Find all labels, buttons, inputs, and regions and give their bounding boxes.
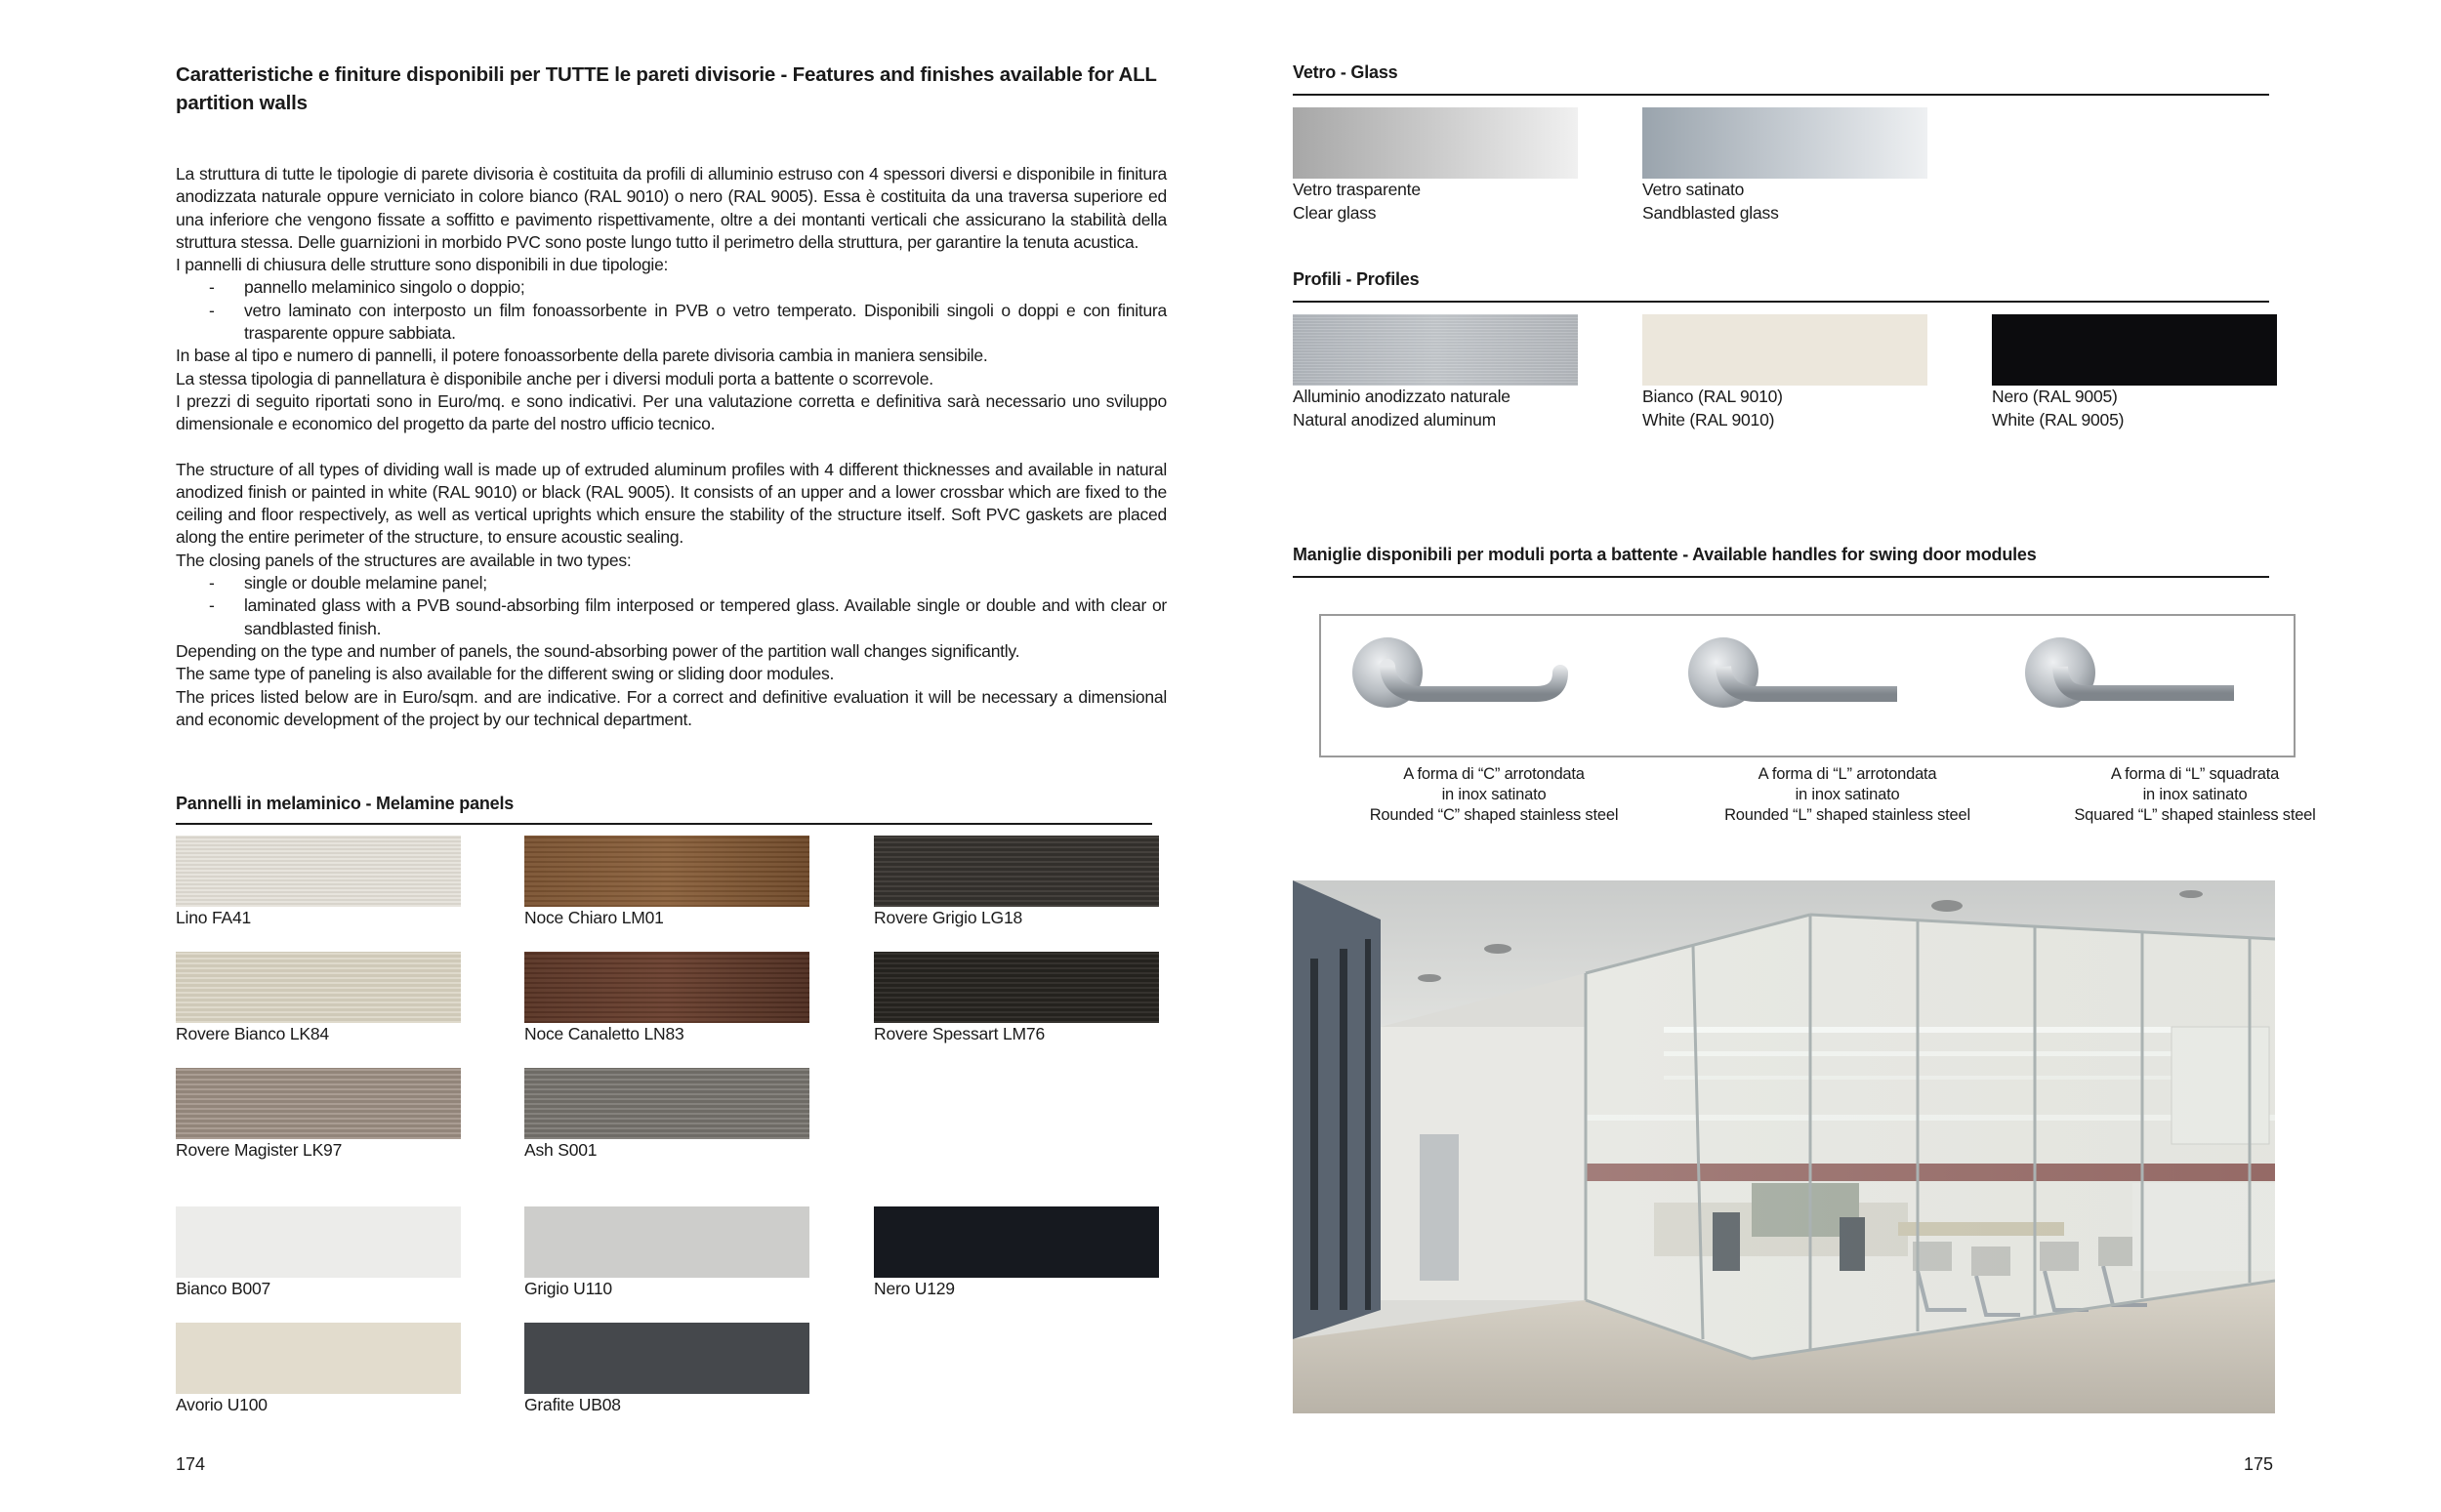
intro-en-para2: The closing panels of the structures are available in two types:	[176, 550, 632, 570]
bullet-dash: -	[209, 595, 215, 616]
swatch-label: Vetro trasparente Clear glass	[1293, 180, 1421, 223]
page-title: Caratteristiche e finiture disponibili per TUTTE le pareti divisorie - Features and finishes available for ALL partition walls	[176, 63, 1157, 114]
swatch-label: Grafite UB08	[524, 1395, 621, 1414]
swatch-label: Lino FA41	[176, 908, 252, 927]
swatch-sandblasted-glass	[1642, 107, 1927, 179]
intro-it-bullet: - pannello melaminico singolo o doppio;	[176, 276, 1167, 299]
swatch-avorio-u100	[176, 1323, 461, 1394]
swatch-label: Rovere Bianco LK84	[176, 1024, 329, 1043]
office-photo	[1293, 880, 2275, 1413]
handle-caption-1: A forma di “C” arrotondata in inox satinato Rounded “C” shaped stainless steel	[1369, 765, 1619, 824]
swatch-bianco-b007	[176, 1206, 461, 1278]
swatch-rovere-magister-lk97	[176, 1068, 461, 1139]
profiles-heading: Profili - Profiles	[1293, 269, 1420, 289]
swatch-label: Noce Chiaro LM01	[524, 908, 664, 927]
intro-en-para5: The prices listed below are in Euro/sqm. and are indicative. For a correct and definitive evaluation it will be necessary a dimensional and economic development of the project by our technical department.	[176, 686, 1167, 729]
page-number-left: 174	[176, 1454, 206, 1474]
swatch-grigio-u110	[524, 1206, 809, 1278]
melamine-rule	[176, 823, 1152, 825]
swatch-lino-fa41	[176, 836, 461, 907]
swatch-rovere-bianco-lk84	[176, 952, 461, 1023]
bullet-dash: -	[209, 300, 215, 320]
swatch-label: Bianco B007	[176, 1279, 271, 1298]
intro-it-para3: In base al tipo e numero di pannelli, il potere fonoassorbente della parete divisoria cambia in maniera sensibile.	[176, 346, 988, 366]
swatch-white-ral9010	[1642, 314, 1927, 386]
swatch-label: Avorio U100	[176, 1395, 268, 1414]
squared-l-handle-icon	[2025, 637, 2234, 708]
intro-en-para1: The structure of all types of dividing wall is made up of extruded aluminum profiles with 4 different thicknesses and available in natural anodized finish or painted in white (RAL 9010) or black (RAL 9005). It consists of an upper and a lower crossbar which are fixed to the ceiling and floor respectively, as well as vertical uprights which ensure the stability of the structure itself. Soft PVC gaskets are placed along the entire perimeter of the structure, to ensure acoustic sealing.	[176, 459, 1167, 548]
intro-it-bullet: - vetro laminato con interposto un film fonoassorbente in PVB o vetro temperato. Disponibili singoli o doppi e con finitura trasparente oppure sabbiata.	[209, 300, 1167, 344]
intro-it-para5: I prezzi di seguito riportati sono in Euro/mq. e sono indicativi. Per una valutazione corretta e definitiva sarà necessario uno sviluppo dimensionale e economico del progetto da parte del nostro ufficio tecnico.	[176, 390, 1167, 434]
handle-caption-3: A forma di “L” squadrata in inox satinato Squared “L” shaped stainless steel	[2074, 765, 2316, 824]
glass-rule	[1293, 94, 2269, 96]
swatch-black-ral9005	[1992, 314, 2277, 386]
swatch-anodized-aluminum	[1293, 314, 1578, 386]
swatch-label: Rovere Spessart LM76	[874, 1024, 1045, 1043]
handles-panel	[1319, 614, 2296, 757]
bullet-dash: -	[209, 573, 215, 593]
swatch-label: Rovere Magister LK97	[176, 1140, 343, 1160]
rounded-l-handle-icon	[1688, 637, 1897, 708]
swatch-label: Nero (RAL 9005) White (RAL 9005)	[1992, 387, 2125, 429]
handles-illustration	[1321, 616, 2294, 756]
swatch-rovere-grigio-lg18	[874, 836, 1159, 907]
swatch-label: Vetro satinato Sandblasted glass	[1642, 180, 1779, 223]
c-shaped-handle-icon	[1352, 637, 1560, 708]
profiles-rule	[1293, 301, 2269, 303]
handle-caption-2: A forma di “L” arrotondata in inox satinato Rounded “L” shaped stainless steel	[1724, 765, 1970, 824]
intro-text	[176, 163, 1167, 731]
intro-en-para3: Depending on the type and number of panels, the sound-absorbing power of the partition wall changes significantly.	[176, 640, 1020, 661]
swatch-nero-u129	[874, 1206, 1159, 1278]
intro-en-bullet: - single or double melamine panel;	[176, 572, 1167, 594]
handles-rule	[1293, 576, 2269, 578]
swatch-rovere-spessart-lm76	[874, 952, 1159, 1023]
page-number-right: 175	[2244, 1454, 2274, 1474]
swatch-label: Ash S001	[524, 1140, 598, 1160]
swatch-noce-canaletto-ln83	[524, 952, 809, 1023]
intro-en-para4: The same type of paneling is also available for the different swing or sliding door modules.	[176, 664, 835, 684]
swatch-label: Noce Canaletto LN83	[524, 1024, 684, 1043]
handles-heading: Maniglie disponibili per moduli porta a battente - Available handles for swing door modules	[1293, 545, 2037, 564]
swatch-label: Alluminio anodizzato naturale Natural anodized aluminum	[1293, 387, 1510, 429]
glass-heading: Vetro - Glass	[1293, 62, 1398, 82]
swatch-label: Nero U129	[874, 1279, 955, 1298]
swatch-label: Grigio U110	[524, 1279, 612, 1298]
swatch-noce-chiaro-lm01	[524, 836, 809, 907]
swatch-grafite-ub08	[524, 1323, 809, 1394]
swatch-label: Rovere Grigio LG18	[874, 908, 1023, 927]
swatch-ash-s001	[524, 1068, 809, 1139]
bullet-dash: -	[209, 277, 215, 298]
intro-it-para2: I pannelli di chiusura delle strutture sono disponibili in due tipologie:	[176, 255, 669, 275]
intro-it-para1: La struttura di tutte le tipologie di parete divisoria è costituita da profili di alluminio estruso con 4 spessori diversi e disponibile in finitura anodizzata naturale oppure verniciato in colore bianco (RAL 9010) o nero (RAL 9005). Essa è costituita da una traversa superiore ed una inferiore che vengono fissate a soffitto e pavimento rispettivamente, oltre a dei montanti verticali che assicurano la stabilità della struttura stessa. Delle guarnizioni in morbido PVC sono poste lungo tutto il perimetro della struttura, per garantire la tenuta acustica.	[176, 164, 1167, 252]
swatch-clear-glass	[1293, 107, 1578, 179]
intro-it-para4: La stessa tipologia di pannellatura è disponibile anche per i diversi moduli porta a battente o scorrevole.	[176, 368, 933, 388]
swatch-label: Bianco (RAL 9010) White (RAL 9010)	[1642, 387, 1783, 429]
glass-partition-office-image	[1293, 880, 2275, 1413]
intro-en-bullet: - laminated glass with a PVB sound-absorbing film interposed or tempered glass. Available single or double and with clear or sandblasted finish.	[209, 595, 1167, 638]
melamine-heading: Pannelli in melaminico - Melamine panels	[176, 794, 515, 813]
